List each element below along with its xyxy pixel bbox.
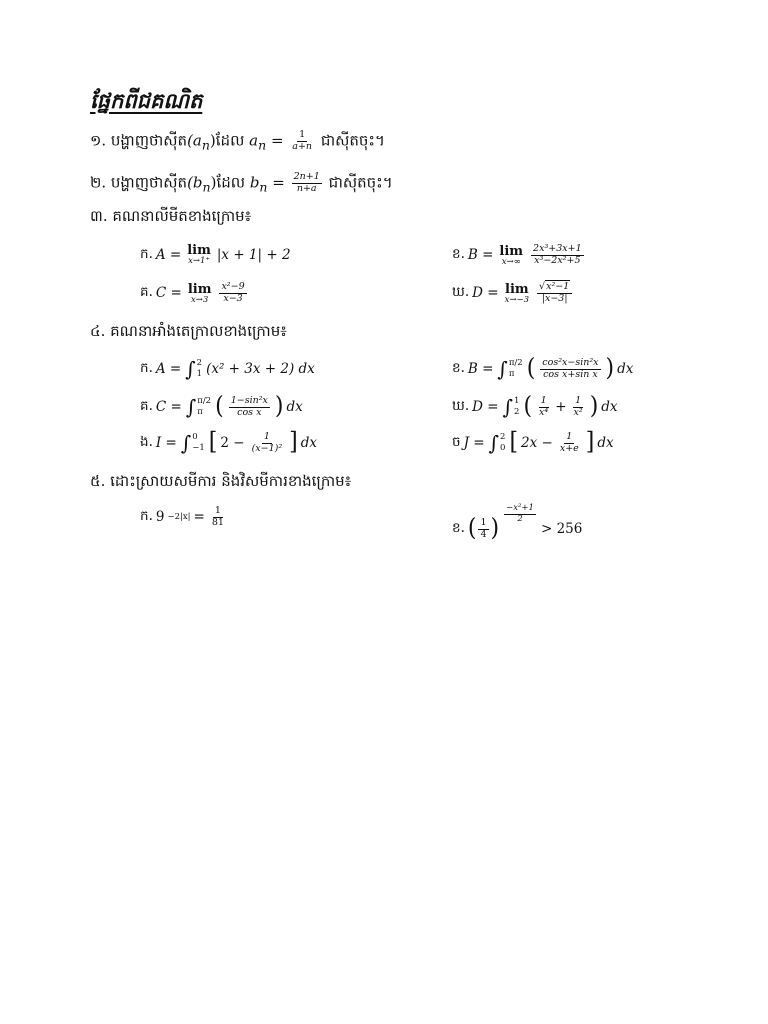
question-5-heading: ៥. ដោះស្រាយសមីការ និងវិសមីការខាងក្រោម៖ (90, 472, 352, 490)
fraction: $\frac{2n+1}{n+a}$ (293, 171, 320, 194)
question-2: ២. បង្ហាញថាស៊ីត$(b_n)$ដែល $b_n$ = $\frac{2n+1}{n+a}$ ជាស៊ីតចុះ។ (90, 171, 393, 195)
integral-b: ខ. B = ∫ π/2 π ( $\frac{\text{cos²x−sin²x}}{\text{cos x+sin x}}$ ) dx (452, 355, 634, 383)
question-3-heading: ៣. គណនាលីមីតខាងក្រោម៖ (90, 207, 252, 225)
inequality-b: ខ. ( $\frac{1}{4}$ ) $\frac{\text{−x²+1}}{2}$ > 256 (452, 503, 583, 543)
limit-c: គ. C = lim x→3 $\frac{\text{x²−9}}{x-3}$ (140, 281, 245, 305)
equation-a: ក. 9 −2|x| = $\frac{1}{81}$ (140, 505, 224, 528)
limit-d: ឃ. D = lim x→−3 $\frac{\text{√x²−1}}{|x-3|}$ (452, 282, 574, 305)
limit-b: ខ. B = lim x→∞ $\frac{\text{2x³+3x+1}}{\text{x³−2x²+5}}$ (452, 243, 582, 267)
integral-a: ក. A = ∫ 2 1 (x² + 3x + 2) dx (140, 357, 315, 382)
fraction: $\frac{1}{a+n}$ (292, 129, 313, 152)
page-title: ផ្នែកពីជគណិត (90, 88, 203, 113)
integral-f: ច J = ∫ 2 0 [ 2x − $\frac{1}{x+e}$ ] dx (452, 429, 614, 457)
integral-c: គ. C = ∫ π/2 π ( $\frac{\text{1−sin²x}}{\text{cos x}}$ ) dx (140, 393, 303, 421)
integral-e: ង. I = ∫ 0 −1 [ 2 − $\frac{1}{\text{(x−1)²}}$ ] dx (140, 429, 318, 457)
limit-a: ក. A = lim x→1⁺ |x + 1| + 2 (140, 243, 291, 266)
question-1: ១. បង្ហាញថាស៊ីត$(a_n)$ដែល $a_n$ = $\frac{1}{a+n}$ ជាស៊ីតចុះ។ (90, 129, 385, 153)
integral-d: ឃ. D = ∫ 1 2 ( $\frac{1}{\text{x⁴}}$ + $\frac{1}{\text{x²}}$ ) dx (452, 393, 618, 421)
question-4-heading: ៤. គណនាអាំងតេក្រាលខាងក្រោម៖ (90, 322, 287, 340)
